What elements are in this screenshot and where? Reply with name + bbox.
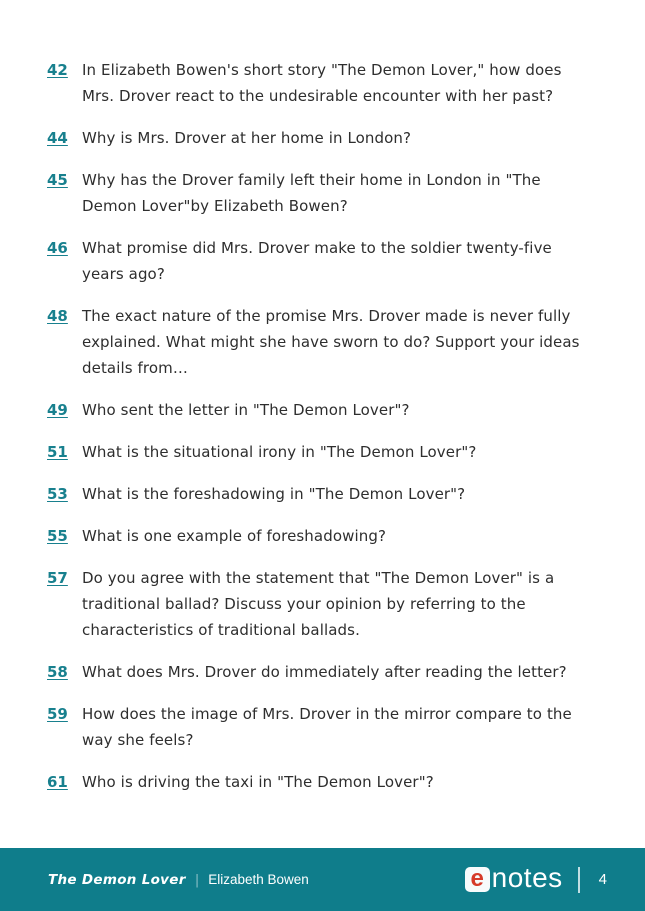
question-number-link[interactable]: 51 xyxy=(47,443,68,461)
footer-title-separator: | xyxy=(194,871,200,888)
footer-page-divider xyxy=(578,867,580,893)
question-number-link[interactable]: 45 xyxy=(47,171,68,189)
enotes-logo-e-icon: e xyxy=(465,867,490,892)
question-number-link[interactable]: 42 xyxy=(47,61,68,79)
enotes-logo xyxy=(465,864,563,895)
question-item-58 xyxy=(47,659,609,685)
footer-book-title: The Demon Lover xyxy=(48,871,186,888)
question-text: The exact nature of the promise Mrs. Drover made is never fully explained. What might she have sworn to do? Support your ideas details from… xyxy=(82,307,580,377)
question-text: What promise did Mrs. Drover make to the soldier twenty-five years ago? xyxy=(82,239,552,283)
enotes-logo-wordmark: notes xyxy=(491,862,563,893)
footer-bar xyxy=(0,848,645,911)
question-number-link[interactable]: 61 xyxy=(47,773,68,791)
question-number-link[interactable]: 59 xyxy=(47,705,68,723)
question-item-51 xyxy=(47,439,609,465)
question-item-46 xyxy=(47,235,609,287)
question-text: How does the image of Mrs. Drover in the mirror compare to the way she feels? xyxy=(82,705,572,749)
footer-brand-block xyxy=(465,864,607,895)
question-number-link[interactable]: 44 xyxy=(47,129,68,147)
question-item-57 xyxy=(47,565,609,643)
question-number-link[interactable]: 55 xyxy=(47,527,68,545)
question-item-44 xyxy=(47,125,609,151)
question-item-48 xyxy=(47,303,609,381)
question-item-55 xyxy=(47,523,609,549)
question-text: What does Mrs. Drover do immediately after reading the letter? xyxy=(82,663,567,681)
question-text: Who sent the letter in "The Demon Lover"? xyxy=(82,401,410,419)
question-item-61 xyxy=(47,769,609,795)
question-text: Why is Mrs. Drover at her home in London? xyxy=(82,129,412,147)
question-number-link[interactable]: 58 xyxy=(47,663,68,681)
question-item-53 xyxy=(47,481,609,507)
question-text: Why has the Drover family left their home in London in "The Demon Lover"by Elizabeth Bowen? xyxy=(82,171,541,215)
question-item-45 xyxy=(47,167,609,219)
page-number: 4 xyxy=(598,871,607,888)
question-text: In Elizabeth Bowen's short story "The Demon Lover," how does Mrs. Drover react to the undesirable encounter with her past? xyxy=(82,61,562,105)
question-text: Who is driving the taxi in "The Demon Lover"? xyxy=(82,773,434,791)
question-number-link[interactable]: 46 xyxy=(47,239,68,257)
question-text: What is one example of foreshadowing? xyxy=(82,527,387,545)
question-number-link[interactable]: 49 xyxy=(47,401,68,419)
question-item-42 xyxy=(47,57,609,109)
question-text: What is the situational irony in "The Demon Lover"? xyxy=(82,443,477,461)
question-number-link[interactable]: 48 xyxy=(47,307,68,325)
footer-title-block xyxy=(48,872,309,888)
question-number-link[interactable]: 57 xyxy=(47,569,68,587)
question-text: What is the foreshadowing in "The Demon Lover"? xyxy=(82,485,466,503)
question-item-59 xyxy=(47,701,609,753)
question-text: Do you agree with the statement that "The Demon Lover" is a traditional ballad? Discuss your opinion by referring to the characteristics of traditional ballads. xyxy=(82,569,555,639)
question-number-link[interactable]: 53 xyxy=(47,485,68,503)
question-item-49 xyxy=(47,397,609,423)
footer-author: Elizabeth Bowen xyxy=(208,872,309,887)
